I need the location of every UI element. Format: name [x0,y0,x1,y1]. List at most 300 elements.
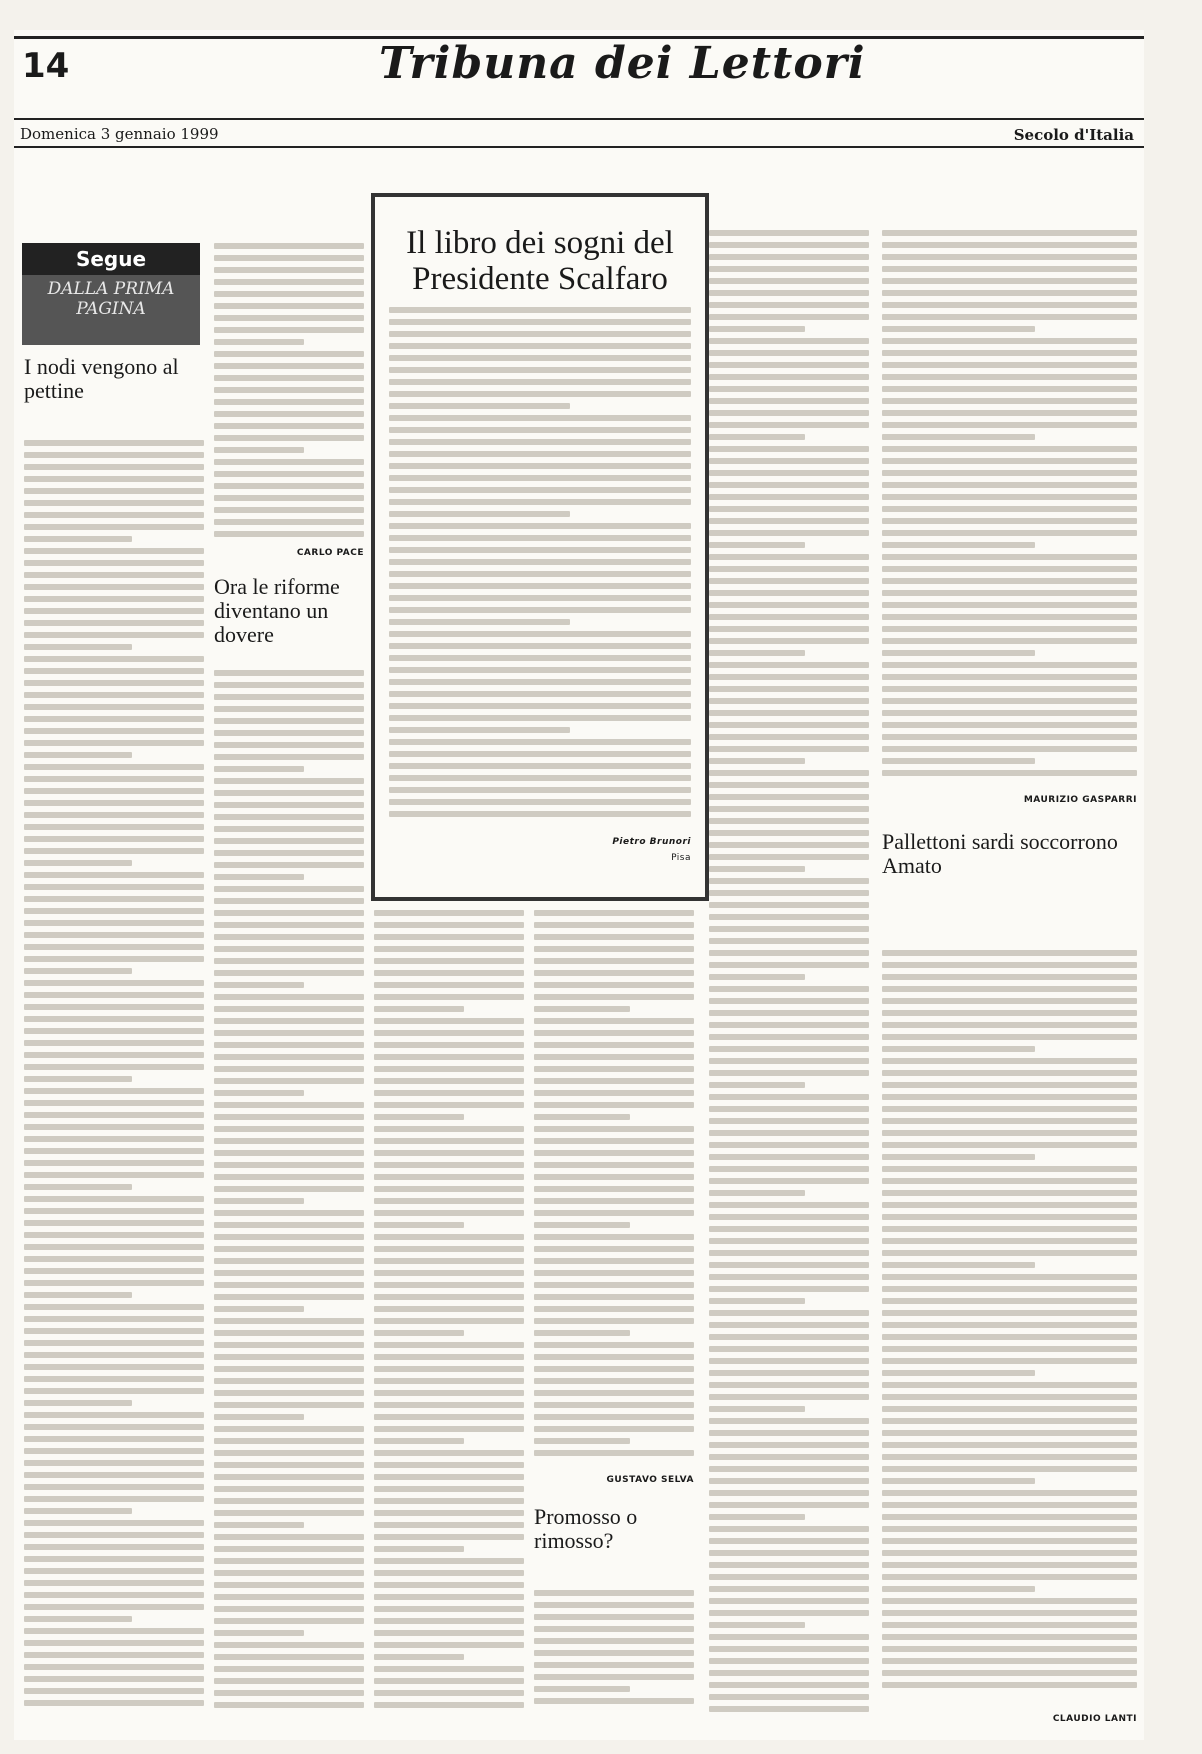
text-line [214,874,304,880]
article-headline: Pallettoni sardi soccorrono Amato [882,829,1118,879]
text-line [882,278,1137,284]
text-line [374,1402,524,1408]
text-line [709,1238,869,1244]
text-line [214,838,364,844]
text-line [882,710,1137,716]
text-line [214,1090,304,1096]
text-line [709,410,869,416]
text-line [709,1574,869,1580]
text-line [214,1102,364,1108]
text-line [534,1354,694,1360]
text-line [214,670,364,676]
text-line [709,854,869,860]
text-line [374,1090,524,1096]
text-line [24,1292,132,1298]
text-line [534,1246,694,1252]
text-line [882,1322,1137,1328]
text-line [709,422,869,428]
text-line [882,266,1137,272]
text-line [374,1654,464,1660]
text-line [882,1214,1137,1220]
text-line [709,998,869,1004]
text-line [709,818,869,824]
text-line [534,958,694,964]
text-line [709,1010,869,1016]
text-line [24,1364,204,1370]
text-line [709,1322,869,1328]
newspaper-name: Secolo d'Italia [1013,126,1134,144]
text-line [882,542,1035,548]
text-line [214,1222,364,1228]
text-line [709,1490,869,1496]
section-title: Tribuna dei Lettori [379,38,866,89]
text-line [709,470,869,476]
text-line [24,1112,204,1118]
text-line [709,1250,869,1256]
text-line [534,1662,694,1668]
segue-box [22,243,200,345]
text-line [214,1678,364,1684]
text-line [374,1066,524,1072]
text-line [24,1664,204,1670]
text-line [882,614,1137,620]
article-body-text [534,910,694,1470]
text-line [534,1102,694,1108]
text-line [214,1438,364,1444]
text-line [214,934,364,940]
text-line [214,423,364,429]
article-byline: CLAUDIO LANTI [1052,1714,1137,1724]
text-line [374,1030,524,1036]
text-line [389,655,691,661]
text-line [214,411,364,417]
text-line [24,500,204,506]
text-line [882,1082,1137,1088]
text-line [214,1174,364,1180]
text-line [534,1626,694,1632]
text-line [389,787,691,793]
text-line [214,1486,364,1492]
article-body-text [534,1590,694,1720]
text-line [214,1546,364,1552]
text-line [882,482,1137,488]
text-line [709,386,869,392]
article-body-text [24,440,204,1720]
text-line [709,626,869,632]
text-line [214,742,364,748]
text-line [534,1138,694,1144]
text-line [374,1366,524,1372]
text-line [374,1462,524,1468]
text-line [24,1268,204,1274]
text-line [709,1478,869,1484]
text-line [214,886,364,892]
text-line [534,1438,630,1444]
text-line [882,1022,1137,1028]
text-line [214,1630,304,1636]
text-line [882,254,1137,260]
featured-article-box [371,193,709,901]
text-line [214,1042,364,1048]
text-line [214,1606,364,1612]
text-line [24,1412,204,1418]
text-line [24,1280,204,1286]
text-line [882,242,1137,248]
text-line [389,307,691,313]
text-line [709,266,869,272]
text-line [882,374,1137,380]
text-line [214,243,364,249]
text-line [214,1666,364,1672]
text-line [709,1430,869,1436]
text-line [882,950,1137,956]
text-line [534,1318,694,1324]
text-line [374,1390,524,1396]
text-line [389,415,691,421]
article-byline: GUSTAVO SELVA [606,1475,694,1485]
text-line [882,518,1137,524]
text-line [709,650,805,656]
article-body-text [709,230,869,1720]
text-line [882,962,1137,968]
article-body-text [389,307,691,827]
text-line [882,1130,1137,1136]
text-line [709,1094,869,1100]
text-line [709,302,869,308]
text-line [389,343,691,349]
text-line [24,884,204,890]
text-line [214,327,364,333]
text-line [214,1246,364,1252]
text-line [709,1538,869,1544]
text-line [882,1502,1137,1508]
text-line [534,1258,694,1264]
text-line [534,1234,694,1240]
text-line [709,638,869,644]
text-line [534,1186,694,1192]
text-line [214,1138,364,1144]
text-line [374,1018,524,1024]
text-line [214,1702,364,1708]
text-line [214,1210,364,1216]
text-line [214,1366,364,1372]
text-line [214,1462,364,1468]
text-line [709,1586,869,1592]
text-line [374,1138,524,1144]
text-line [882,1358,1137,1364]
text-line [24,788,204,794]
text-line [24,1544,204,1550]
text-line [214,1270,364,1276]
text-line [709,350,869,356]
text-line [24,644,132,650]
text-line [374,1210,524,1216]
text-line [374,1234,524,1240]
text-line [374,946,524,952]
text-line [709,1106,869,1112]
text-line [374,1342,524,1348]
text-line [709,314,869,320]
text-line [882,1226,1137,1232]
text-line [374,1306,524,1312]
text-line [374,1582,524,1588]
text-line [24,524,204,530]
text-line [374,1330,464,1336]
text-line [24,980,204,986]
text-line [24,1448,204,1454]
text-line [709,482,869,488]
text-line [882,578,1137,584]
text-line [24,560,204,566]
text-line [374,1222,464,1228]
text-line [214,862,364,868]
text-line [882,1454,1137,1460]
text-line [24,764,204,770]
text-line [389,391,691,397]
text-line [24,752,132,758]
text-line [24,1160,204,1166]
text-line [882,1142,1137,1148]
text-line [882,1646,1137,1652]
text-line [24,1460,204,1466]
text-line [882,506,1137,512]
article-byline: CARLO PACE [296,548,364,558]
text-line [389,703,691,709]
text-line [389,643,691,649]
text-line [709,518,869,524]
text-line [374,982,524,988]
text-line [389,811,691,817]
text-line [24,1028,204,1034]
text-line [374,1414,524,1420]
text-line [214,994,364,1000]
text-line [374,1426,524,1432]
text-line [882,1250,1137,1256]
text-line [24,1304,204,1310]
text-line [389,595,691,601]
text-line [709,1034,869,1040]
text-line [534,934,694,940]
text-line [709,1274,869,1280]
text-line [534,1614,694,1620]
text-line [374,1690,524,1696]
text-line [709,506,869,512]
text-line [374,970,524,976]
article-headline: Ora le riforme diventano un dovere [214,574,340,648]
text-line [882,602,1137,608]
text-line [24,1208,204,1214]
text-line [709,1202,869,1208]
text-line [882,1622,1137,1628]
text-line [389,379,691,385]
article-byline: MAURIZIO GASPARRI [1023,795,1137,805]
text-line [24,1436,204,1442]
text-line [709,1622,805,1628]
text-line [709,902,869,908]
text-line [534,1030,694,1036]
text-line [709,434,805,440]
text-line [214,802,364,808]
text-line [24,1256,204,1262]
text-line [214,447,304,453]
text-line [709,710,869,716]
text-line [24,1340,204,1346]
text-line [709,1502,869,1508]
text-line [24,1568,204,1574]
text-line [24,728,204,734]
text-line [534,1150,694,1156]
text-line [24,740,204,746]
text-line [882,1178,1137,1184]
text-line [882,290,1137,296]
page-number: 14 [22,46,70,86]
text-line [709,662,869,668]
text-line [24,1052,204,1058]
text-line [389,463,691,469]
text-line [214,694,364,700]
text-line [534,1210,694,1216]
text-line [389,547,691,553]
text-line [709,782,869,788]
text-line [882,1586,1035,1592]
text-line [214,1162,364,1168]
text-line [214,363,364,369]
text-line [709,758,805,764]
text-line [882,1286,1137,1292]
text-line [534,1342,694,1348]
text-line [882,1346,1137,1352]
text-line [214,1150,364,1156]
text-line [214,1294,364,1300]
text-line [24,896,204,902]
text-line [389,715,691,721]
text-line [214,1534,364,1540]
text-line [24,488,204,494]
text-line [709,1646,869,1652]
text-line [534,1638,694,1644]
text-line [882,1106,1137,1112]
text-line [709,1262,869,1268]
text-line [374,1486,524,1492]
text-line [534,1162,694,1168]
text-line [24,1676,204,1682]
text-line [882,1550,1137,1556]
text-line [534,1330,630,1336]
text-line [882,1190,1137,1196]
text-line [882,1574,1137,1580]
text-line [214,339,304,345]
text-line [24,656,204,662]
text-line [374,1450,524,1456]
text-line [709,1190,805,1196]
text-line [534,1650,694,1656]
text-line [882,1466,1137,1472]
text-line [214,1066,364,1072]
text-line [882,1274,1137,1280]
text-line [534,970,694,976]
text-line [709,1058,869,1064]
text-line [882,1058,1137,1064]
text-line [709,1082,805,1088]
text-line [374,1054,524,1060]
text-line [24,776,204,782]
text-line [389,559,691,565]
text-line [389,691,691,697]
text-line [534,946,694,952]
text-line [709,962,869,968]
text-line [882,386,1137,392]
text-line [214,291,364,297]
article-byline: Pietro Brunori [612,837,691,847]
text-line [709,1370,869,1376]
text-line [24,1388,204,1394]
text-line [24,1088,204,1094]
text-line [24,1508,132,1514]
text-line [709,1526,869,1532]
text-line [882,398,1137,404]
text-line [882,1166,1137,1172]
text-line [709,446,869,452]
text-line [389,763,691,769]
text-line [214,1450,364,1456]
text-line [24,1316,204,1322]
text-line [24,512,204,518]
text-line [214,315,364,321]
text-line [24,1172,204,1178]
text-line [24,968,132,974]
text-line [374,922,524,928]
text-line [214,982,304,988]
text-line [214,1426,364,1432]
text-line [214,766,304,772]
text-line [709,1346,869,1352]
text-line [882,1406,1137,1412]
text-line [374,1126,524,1132]
text-line [709,698,869,704]
text-line [24,716,204,722]
text-line [24,1244,204,1250]
text-line [709,938,869,944]
text-line [374,1522,524,1528]
text-line [24,1652,204,1658]
text-line [389,499,691,505]
text-line [709,1046,869,1052]
text-line [709,722,869,728]
text-line [709,542,805,548]
text-line [24,1592,204,1598]
text-line [24,464,204,470]
text-line [534,1126,694,1132]
text-line [214,1570,364,1576]
text-line [882,998,1137,1004]
text-line [24,1424,204,1430]
text-line [24,1196,204,1202]
text-line [709,1562,869,1568]
dateline-rule [14,146,1144,148]
text-line [882,626,1137,632]
text-line [534,1426,694,1432]
text-line [882,1634,1137,1640]
text-line [882,1070,1137,1076]
text-line [882,1094,1137,1100]
text-line [709,734,869,740]
text-line [709,674,869,680]
text-line [882,1394,1137,1400]
text-line [534,1450,694,1456]
text-line [389,571,691,577]
dateline: Domenica 3 gennaio 1999 [20,125,219,143]
text-line [882,326,1035,332]
